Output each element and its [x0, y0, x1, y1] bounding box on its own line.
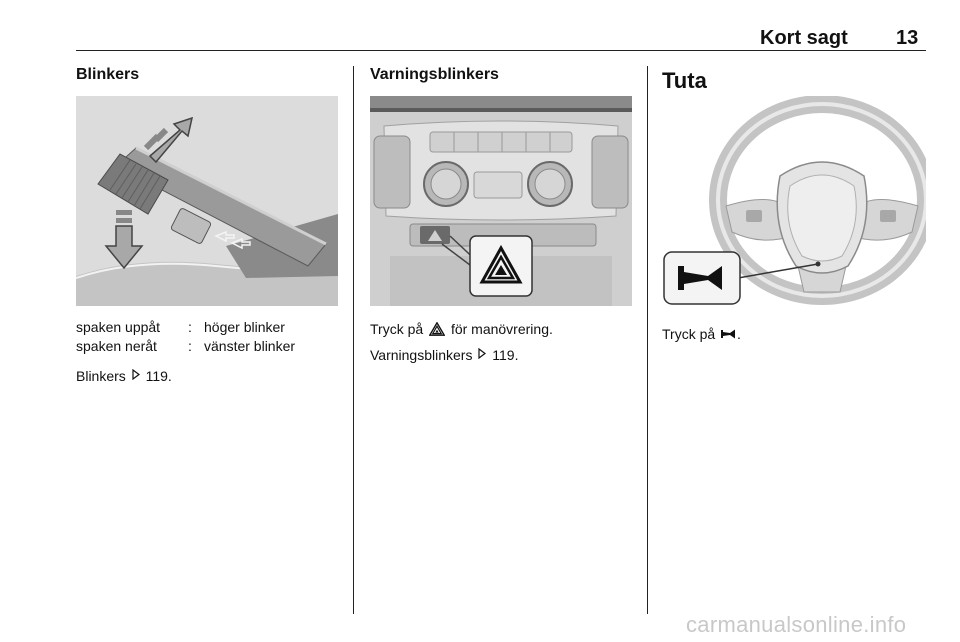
instruction-text: .: [737, 326, 741, 342]
table-term: spaken neråt: [76, 338, 157, 354]
page-reference-icon: [132, 369, 140, 383]
table-row: [76, 318, 295, 337]
page-number: 13: [896, 27, 919, 49]
page-reference-icon: [478, 348, 486, 362]
hazard-switch-figure: [370, 96, 632, 306]
horn-instruction: [662, 326, 741, 342]
reference-page: 119.: [145, 368, 172, 384]
table-row: [76, 337, 295, 356]
steering-wheel-horn-figure: [662, 96, 926, 310]
table-separator: :: [188, 319, 192, 335]
blinkers-page-reference[interactable]: [76, 368, 172, 384]
table-separator: :: [188, 338, 192, 354]
section-heading-blinkers: Blinkers: [76, 66, 140, 83]
section-heading-tuta: Tuta: [662, 68, 707, 93]
table-term: spaken uppåt: [76, 319, 161, 335]
column-divider-right: [647, 66, 648, 614]
varningsblinkers-page-reference[interactable]: [370, 347, 518, 363]
column-divider-left: [353, 66, 354, 614]
turn-signal-lever-figure: [76, 96, 338, 306]
hazard-instruction: [370, 320, 553, 337]
section-heading-varningsblinkers: Varningsblinkers: [370, 66, 499, 83]
table-description: höger blinker: [204, 319, 285, 335]
running-title: Kort sagt: [760, 27, 848, 49]
header-rule: [76, 50, 926, 51]
instruction-text: Tryck på: [662, 326, 716, 342]
hazard-warning-icon: [429, 322, 445, 339]
reference-page: 119.: [492, 347, 519, 363]
instruction-text: Tryck på: [370, 321, 424, 337]
reference-label: Blinkers: [76, 368, 126, 384]
instruction-text: för manövrering.: [450, 321, 553, 337]
horn-icon: [720, 327, 736, 343]
watermark: carmanualsonline.info: [686, 612, 907, 637]
lever-direction-table: [76, 318, 295, 356]
table-description: vänster blinker: [204, 338, 296, 354]
reference-label: Varningsblinkers: [370, 347, 473, 363]
